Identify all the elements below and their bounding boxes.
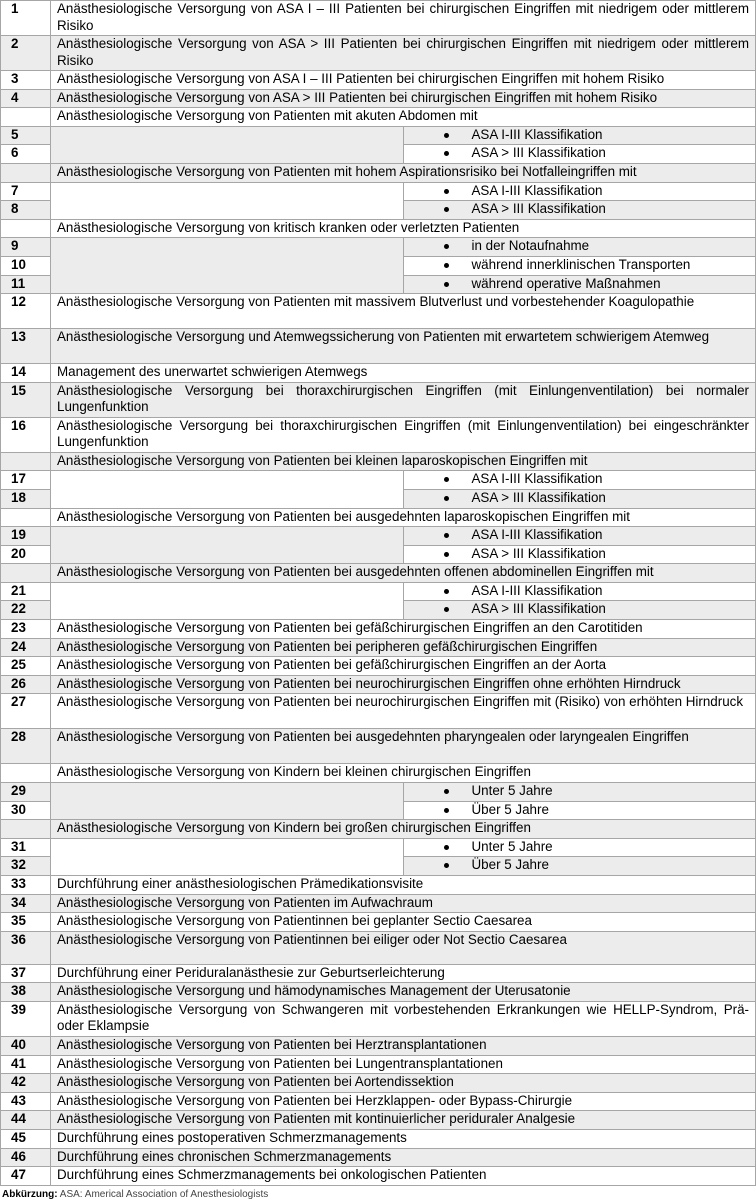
table-row <box>1 89 756 108</box>
row-number: 11 <box>1 275 51 294</box>
bullet-text: ASA I-III Klassifikation <box>471 182 603 198</box>
bullet-text: in der Notaufnahme <box>471 238 590 254</box>
row-number: 16 <box>1 417 51 452</box>
row-text: Anästhesiologische Versorgung von Schwangeren mit vorbestehenden Erkrankungen wie HELLP-Syndrom, Prä- oder Eklampsie <box>51 1001 756 1036</box>
row-number: 22 <box>1 601 51 620</box>
row-text: Durchführung eines Schmerzmanagements bei onkologischen Patienten <box>51 1167 756 1186</box>
row-text: Anästhesiologische Versorgung bei thoraxchirurgischen Eingriffen (mit Einlungenventilation) bei eingeschränkter Lungenfunktion <box>51 417 756 452</box>
row-number: 29 <box>1 783 51 802</box>
bullet-icon <box>444 533 449 538</box>
table-row <box>1 1055 756 1074</box>
table-row <box>1 913 756 932</box>
bullet-row <box>1 238 756 257</box>
row-text: Anästhesiologische Versorgung von ASA > III Patienten bei chirurgischen Eingriffen mit niedrigem oder mittlerem Risiko <box>51 36 756 71</box>
group-header-text: Anästhesiologische Versorgung von Patienten mit hohem Aspirationsrisiko bei Notfalleingriffen mit <box>51 163 756 182</box>
row-number: 6 <box>1 145 51 164</box>
row-text: Management des unerwartet schwierigen Atemwegs <box>51 364 756 383</box>
bullet-text: ASA > III Klassifikation <box>471 545 606 561</box>
indent-spacer <box>51 838 404 875</box>
row-number <box>1 508 51 527</box>
row-text: Anästhesiologische Versorgung von Patienten bei Herzklappen- oder Bypass-Chirurgie <box>51 1092 756 1111</box>
table-row <box>1 1111 756 1130</box>
table-row <box>1 1148 756 1167</box>
row-number: 46 <box>1 1148 51 1167</box>
row-number: 24 <box>1 638 51 657</box>
row-number: 21 <box>1 582 51 601</box>
row-number: 47 <box>1 1167 51 1186</box>
row-text: Durchführung einer Periduralanästhesie zur Geburtserleichterung <box>51 964 756 983</box>
row-text: Anästhesiologische Versorgung von Patienten bei Aortendissektion <box>51 1074 756 1093</box>
row-text: Anästhesiologische Versorgung und Atemwegssicherung von Patienten mit erwartetem schwierigem Atemweg <box>51 329 756 364</box>
bullet-item <box>403 582 756 601</box>
table-row <box>1 1001 756 1036</box>
bullet-row <box>1 471 756 490</box>
row-number: 40 <box>1 1036 51 1055</box>
group-header-row <box>1 219 756 238</box>
row-text: Durchführung eines chronischen Schmerzmanagements <box>51 1148 756 1167</box>
group-header-row <box>1 108 756 127</box>
table-row <box>1 876 756 895</box>
row-text: Durchführung einer anästhesiologischen Prämedikationsvisite <box>51 876 756 895</box>
row-text: Anästhesiologische Versorgung von Patienten bei Herztransplantationen <box>51 1036 756 1055</box>
group-header-row <box>1 820 756 839</box>
bullet-icon <box>444 789 449 794</box>
bullet-text: Unter 5 Jahre <box>471 838 553 854</box>
row-number: 3 <box>1 71 51 90</box>
row-text: Anästhesiologische Versorgung von Patienten bei gefäßchirurgischen Eingriffen an der Aorta <box>51 657 756 676</box>
bullet-item <box>403 601 756 620</box>
indent-spacer <box>51 471 404 508</box>
row-number: 36 <box>1 931 51 964</box>
row-number: 5 <box>1 126 51 145</box>
bullet-item <box>403 527 756 546</box>
row-text: Anästhesiologische Versorgung von Patienten mit kontinuierlicher periduraler Analgesie <box>51 1111 756 1130</box>
row-text: Anästhesiologische Versorgung von Patienten mit massivem Blutverlust und vorbestehender Koagulopathie <box>51 294 756 329</box>
row-number: 41 <box>1 1055 51 1074</box>
table-row <box>1 71 756 90</box>
bullet-item <box>403 471 756 490</box>
bullet-item <box>403 126 756 145</box>
table-row <box>1 675 756 694</box>
bullet-item <box>403 838 756 857</box>
row-text: Anästhesiologische Versorgung von Patienten im Aufwachraum <box>51 894 756 913</box>
group-header-row <box>1 564 756 583</box>
row-number <box>1 108 51 127</box>
bullet-text: ASA I-III Klassifikation <box>471 527 603 543</box>
bullet-text: ASA > III Klassifikation <box>471 201 606 217</box>
row-text: Anästhesiologische Versorgung von Patienten bei Lungentransplantationen <box>51 1055 756 1074</box>
table-row <box>1 894 756 913</box>
bullet-icon <box>444 207 449 212</box>
row-number: 1 <box>1 1 51 36</box>
row-number: 17 <box>1 471 51 490</box>
bullet-text: ASA I-III Klassifikation <box>471 582 603 598</box>
row-number: 42 <box>1 1074 51 1093</box>
row-text: Anästhesiologische Versorgung von ASA I – III Patienten bei chirurgischen Eingriffen mit hohem Risiko <box>51 71 756 90</box>
row-number <box>1 452 51 471</box>
row-number: 44 <box>1 1111 51 1130</box>
group-header-row <box>1 508 756 527</box>
row-number: 28 <box>1 729 51 764</box>
row-text: Anästhesiologische Versorgung von ASA > III Patienten bei chirurgischen Eingriffen mit hohem Risiko <box>51 89 756 108</box>
row-number: 2 <box>1 36 51 71</box>
table-row <box>1 417 756 452</box>
bullet-text: Über 5 Jahre <box>471 801 549 817</box>
row-number: 12 <box>1 294 51 329</box>
table-row <box>1 1036 756 1055</box>
table-row <box>1 638 756 657</box>
bullet-row <box>1 527 756 546</box>
indent-spacer <box>51 582 404 619</box>
row-number: 18 <box>1 489 51 508</box>
row-text: Anästhesiologische Versorgung von Patienten bei neurochirurgischen Eingriffen mit (Risiko) von erhöhten Hirndruck <box>51 694 756 729</box>
table-row <box>1 36 756 71</box>
bullet-text: während operative Maßnahmen <box>471 275 661 291</box>
row-number: 26 <box>1 675 51 694</box>
group-header-text: Anästhesiologische Versorgung von Patienten bei kleinen laparoskopischen Eingriffen mit <box>51 452 756 471</box>
row-number: 37 <box>1 964 51 983</box>
bullet-icon <box>444 282 449 287</box>
row-number: 19 <box>1 527 51 546</box>
table-row <box>1 364 756 383</box>
table-row <box>1 694 756 729</box>
row-text: Durchführung eines postoperativen Schmerzmanagements <box>51 1129 756 1148</box>
bullet-item <box>403 489 756 508</box>
row-number: 38 <box>1 983 51 1002</box>
table-row <box>1 294 756 329</box>
table-row <box>1 1129 756 1148</box>
row-number: 9 <box>1 238 51 257</box>
bullet-text: ASA > III Klassifikation <box>471 489 606 505</box>
bullet-text: ASA > III Klassifikation <box>471 145 606 161</box>
table-row <box>1 729 756 764</box>
bullet-item <box>403 145 756 164</box>
table-row <box>1 1092 756 1111</box>
row-text: Anästhesiologische Versorgung von Patienten bei gefäßchirurgischen Eingriffen an den Carotitiden <box>51 620 756 639</box>
table-row <box>1 620 756 639</box>
row-number: 43 <box>1 1092 51 1111</box>
bullet-text: Unter 5 Jahre <box>471 783 553 799</box>
bullet-row <box>1 126 756 145</box>
table-row <box>1 931 756 964</box>
row-number: 30 <box>1 801 51 820</box>
bullet-icon <box>444 151 449 156</box>
row-number: 23 <box>1 620 51 639</box>
bullet-icon <box>444 845 449 850</box>
table-row <box>1 657 756 676</box>
bullet-item <box>403 545 756 564</box>
table-row <box>1 964 756 983</box>
row-number: 35 <box>1 913 51 932</box>
bullet-item <box>403 857 756 876</box>
row-number: 20 <box>1 545 51 564</box>
bullet-row <box>1 838 756 857</box>
row-number <box>1 219 51 238</box>
indent-spacer <box>51 182 404 219</box>
footnote-label: Abkürzung: <box>2 1189 58 1200</box>
bullet-icon <box>444 263 449 268</box>
row-number: 39 <box>1 1001 51 1036</box>
group-header-text: Anästhesiologische Versorgung von Kindern bei großen chirurgischen Eingriffen <box>51 820 756 839</box>
table-row <box>1 983 756 1002</box>
table-row <box>1 1167 756 1186</box>
row-number <box>1 764 51 783</box>
bullet-row <box>1 783 756 802</box>
row-number: 15 <box>1 382 51 417</box>
bullet-icon <box>444 477 449 482</box>
row-text: Anästhesiologische Versorgung von Patienten bei peripheren gefäßchirurgischen Eingriffen <box>51 638 756 657</box>
row-number: 14 <box>1 364 51 383</box>
row-text: Anästhesiologische Versorgung von Patienten bei ausgedehnten pharyngealen oder laryngealen Eingriffen <box>51 729 756 764</box>
bullet-icon <box>444 863 449 868</box>
indent-spacer <box>51 783 404 820</box>
table-row <box>1 382 756 417</box>
row-text: Anästhesiologische Versorgung bei thoraxchirurgischen Eingriffen (mit Einlungenventilation) bei normaler Lungenfunktion <box>51 382 756 417</box>
row-number: 31 <box>1 838 51 857</box>
footnote <box>0 1189 268 1201</box>
row-number: 45 <box>1 1129 51 1148</box>
row-number: 25 <box>1 657 51 676</box>
bullet-item <box>403 783 756 802</box>
group-header-text: Anästhesiologische Versorgung von Kindern bei kleinen chirurgischen Eingriffen <box>51 764 756 783</box>
row-number: 13 <box>1 329 51 364</box>
bullet-item <box>403 182 756 201</box>
row-number: 10 <box>1 256 51 275</box>
bullet-item <box>403 201 756 220</box>
bullet-item <box>403 275 756 294</box>
bullet-text: ASA I-III Klassifikation <box>471 471 603 487</box>
footnote-text: ASA: Americal Association of Anesthesiologists <box>59 1189 269 1200</box>
row-number <box>1 820 51 839</box>
row-text: Anästhesiologische Versorgung und hämodynamisches Management der Uterusatonie <box>51 983 756 1002</box>
group-header-text: Anästhesiologische Versorgung von kritisch kranken oder verletzten Patienten <box>51 219 756 238</box>
bullet-icon <box>444 496 449 501</box>
row-number <box>1 564 51 583</box>
bullet-icon <box>444 244 449 249</box>
row-text: Anästhesiologische Versorgung von Patientinnen bei geplanter Sectio Caesarea <box>51 913 756 932</box>
bullet-item <box>403 256 756 275</box>
group-header-row <box>1 163 756 182</box>
bullet-icon <box>444 589 449 594</box>
group-header-row <box>1 764 756 783</box>
row-number: 32 <box>1 857 51 876</box>
bullet-row <box>1 182 756 201</box>
row-number <box>1 163 51 182</box>
row-text: Anästhesiologische Versorgung von Patienten bei neurochirurgischen Eingriffen ohne erhöhten Hirndruck <box>51 675 756 694</box>
bullet-icon <box>444 133 449 138</box>
row-text: Anästhesiologische Versorgung von Patientinnen bei eiliger oder Not Sectio Caesarea <box>51 931 756 964</box>
bullet-item <box>403 238 756 257</box>
table-row <box>1 1 756 36</box>
row-number: 7 <box>1 182 51 201</box>
row-number: 27 <box>1 694 51 729</box>
group-header-text: Anästhesiologische Versorgung von Patienten bei ausgedehnten offenen abdominellen Eingriffen mit <box>51 564 756 583</box>
bullet-text: ASA > III Klassifikation <box>471 601 606 617</box>
row-number: 34 <box>1 894 51 913</box>
indent-spacer <box>51 527 404 564</box>
bullet-icon <box>444 808 449 813</box>
group-header-text: Anästhesiologische Versorgung von Patienten mit akuten Abdomen mit <box>51 108 756 127</box>
row-text: Anästhesiologische Versorgung von ASA I – III Patienten bei chirurgischen Eingriffen mit niedrigem oder mittlerem Risiko <box>51 1 756 36</box>
group-header-text: Anästhesiologische Versorgung von Patienten bei ausgedehnten laparoskopischen Eingriffen mit <box>51 508 756 527</box>
bullet-icon <box>444 189 449 194</box>
table-row <box>1 1074 756 1093</box>
indent-spacer <box>51 238 404 294</box>
bullet-text: Über 5 Jahre <box>471 857 549 873</box>
bullet-icon <box>444 552 449 557</box>
bullet-item <box>403 801 756 820</box>
bullet-row <box>1 582 756 601</box>
row-number: 4 <box>1 89 51 108</box>
row-number: 33 <box>1 876 51 895</box>
bullet-text: ASA I-III Klassifikation <box>471 126 603 142</box>
table-row <box>1 329 756 364</box>
indent-spacer <box>51 126 404 163</box>
row-number: 8 <box>1 201 51 220</box>
group-header-row <box>1 452 756 471</box>
bullet-text: während innerklinischen Transporten <box>471 256 691 272</box>
